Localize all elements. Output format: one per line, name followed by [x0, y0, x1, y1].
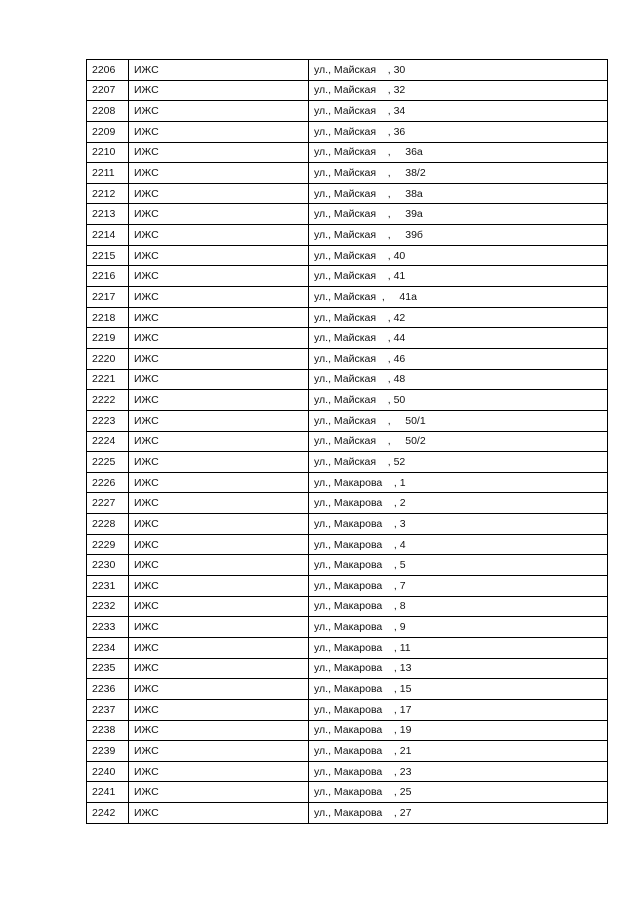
address-cell: ул., Макарова , 21 — [309, 741, 608, 762]
record-number-cell: 2213 — [87, 204, 129, 225]
table-row — [87, 369, 608, 390]
building-type-cell: ИЖС — [129, 617, 309, 638]
address-cell: ул., Макарова , 7 — [309, 576, 608, 597]
address-cell: ул., Майская , 36а — [309, 142, 608, 163]
record-number-cell: 2237 — [87, 699, 129, 720]
building-type-cell: ИЖС — [129, 390, 309, 411]
building-type-cell: ИЖС — [129, 741, 309, 762]
record-number-cell: 2235 — [87, 658, 129, 679]
address-cell: ул., Майская , 39а — [309, 204, 608, 225]
address-cell: ул., Макарова , 5 — [309, 555, 608, 576]
record-number-cell: 2241 — [87, 782, 129, 803]
table-row — [87, 121, 608, 142]
record-number-cell: 2212 — [87, 183, 129, 204]
building-type-cell: ИЖС — [129, 493, 309, 514]
record-number-cell: 2227 — [87, 493, 129, 514]
address-cell: ул., Майская , 30 — [309, 60, 608, 81]
record-number-cell: 2229 — [87, 534, 129, 555]
address-cell: ул., Майская , 46 — [309, 348, 608, 369]
address-cell: ул., Макарова , 17 — [309, 699, 608, 720]
building-type-cell: ИЖС — [129, 307, 309, 328]
building-type-cell: ИЖС — [129, 204, 309, 225]
table-row — [87, 658, 608, 679]
address-cell: ул., Майская , 50 — [309, 390, 608, 411]
record-number-cell: 2224 — [87, 431, 129, 452]
record-number-cell: 2238 — [87, 720, 129, 741]
record-number-cell: 2222 — [87, 390, 129, 411]
building-type-cell: ИЖС — [129, 555, 309, 576]
table-row — [87, 245, 608, 266]
address-cell: ул., Майская , 44 — [309, 328, 608, 349]
table-row — [87, 348, 608, 369]
record-number-cell: 2226 — [87, 472, 129, 493]
building-type-cell: ИЖС — [129, 142, 309, 163]
building-type-cell: ИЖС — [129, 369, 309, 390]
table-row — [87, 720, 608, 741]
table-row — [87, 617, 608, 638]
building-type-cell: ИЖС — [129, 266, 309, 287]
address-cell: ул., Майская , 34 — [309, 101, 608, 122]
record-number-cell: 2228 — [87, 514, 129, 535]
table-row — [87, 493, 608, 514]
record-number-cell: 2234 — [87, 637, 129, 658]
table-row — [87, 431, 608, 452]
record-number-cell: 2223 — [87, 410, 129, 431]
address-cell: ул., Макарова , 23 — [309, 761, 608, 782]
address-cell: ул., Майская , 41 — [309, 266, 608, 287]
address-cell: ул., Майская , 42 — [309, 307, 608, 328]
address-cell: ул., Майская , 39б — [309, 225, 608, 246]
table-row — [87, 80, 608, 101]
table-row — [87, 699, 608, 720]
record-number-cell: 2225 — [87, 452, 129, 473]
record-number-cell: 2233 — [87, 617, 129, 638]
address-cell: ул., Майская , 32 — [309, 80, 608, 101]
building-type-cell: ИЖС — [129, 101, 309, 122]
record-number-cell: 2208 — [87, 101, 129, 122]
table-row — [87, 596, 608, 617]
building-type-cell: ИЖС — [129, 452, 309, 473]
record-number-cell: 2207 — [87, 80, 129, 101]
table-row — [87, 761, 608, 782]
table-row — [87, 514, 608, 535]
record-number-cell: 2219 — [87, 328, 129, 349]
building-type-cell: ИЖС — [129, 328, 309, 349]
building-type-cell: ИЖС — [129, 679, 309, 700]
record-number-cell: 2218 — [87, 307, 129, 328]
address-cell: ул., Майская , 52 — [309, 452, 608, 473]
building-type-cell: ИЖС — [129, 534, 309, 555]
building-type-cell: ИЖС — [129, 287, 309, 308]
record-number-cell: 2231 — [87, 576, 129, 597]
building-type-cell: ИЖС — [129, 720, 309, 741]
table-row — [87, 204, 608, 225]
address-cell: ул., Макарова , 8 — [309, 596, 608, 617]
table-row — [87, 266, 608, 287]
address-cell: ул., Майская , 40 — [309, 245, 608, 266]
table-row — [87, 307, 608, 328]
record-number-cell: 2239 — [87, 741, 129, 762]
address-cell: ул., Макарова , 9 — [309, 617, 608, 638]
address-cell: ул., Майская , 38/2 — [309, 163, 608, 184]
address-cell: ул., Макарова , 4 — [309, 534, 608, 555]
address-registry-body — [87, 60, 608, 824]
table-row — [87, 472, 608, 493]
record-number-cell: 2209 — [87, 121, 129, 142]
address-cell: ул., Макарова , 2 — [309, 493, 608, 514]
table-row — [87, 534, 608, 555]
record-number-cell: 2217 — [87, 287, 129, 308]
building-type-cell: ИЖС — [129, 348, 309, 369]
building-type-cell: ИЖС — [129, 637, 309, 658]
record-number-cell: 2206 — [87, 60, 129, 81]
address-cell: ул., Макарова , 13 — [309, 658, 608, 679]
address-cell: ул., Майская , 41а — [309, 287, 608, 308]
address-cell: ул., Майская , 48 — [309, 369, 608, 390]
building-type-cell: ИЖС — [129, 576, 309, 597]
building-type-cell: ИЖС — [129, 245, 309, 266]
address-cell: ул., Майская , 36 — [309, 121, 608, 142]
address-cell: ул., Майская , 38а — [309, 183, 608, 204]
table-row — [87, 679, 608, 700]
building-type-cell: ИЖС — [129, 472, 309, 493]
building-type-cell: ИЖС — [129, 803, 309, 824]
table-row — [87, 101, 608, 122]
building-type-cell: ИЖС — [129, 121, 309, 142]
table-row — [87, 225, 608, 246]
table-row — [87, 390, 608, 411]
building-type-cell: ИЖС — [129, 782, 309, 803]
building-type-cell: ИЖС — [129, 225, 309, 246]
table-row — [87, 741, 608, 762]
record-number-cell: 2216 — [87, 266, 129, 287]
record-number-cell: 2232 — [87, 596, 129, 617]
record-number-cell: 2210 — [87, 142, 129, 163]
address-cell: ул., Макарова , 25 — [309, 782, 608, 803]
table-row — [87, 782, 608, 803]
record-number-cell: 2215 — [87, 245, 129, 266]
address-cell: ул., Макарова , 15 — [309, 679, 608, 700]
address-cell: ул., Макарова , 11 — [309, 637, 608, 658]
address-cell: ул., Майская , 50/2 — [309, 431, 608, 452]
table-row — [87, 287, 608, 308]
building-type-cell: ИЖС — [129, 80, 309, 101]
table-row — [87, 637, 608, 658]
table-row — [87, 163, 608, 184]
table-row — [87, 410, 608, 431]
building-type-cell: ИЖС — [129, 60, 309, 81]
address-cell: ул., Макарова , 27 — [309, 803, 608, 824]
record-number-cell: 2220 — [87, 348, 129, 369]
address-cell: ул., Макарова , 1 — [309, 472, 608, 493]
record-number-cell: 2230 — [87, 555, 129, 576]
building-type-cell: ИЖС — [129, 699, 309, 720]
building-type-cell: ИЖС — [129, 761, 309, 782]
address-registry-table — [86, 59, 608, 824]
record-number-cell: 2240 — [87, 761, 129, 782]
building-type-cell: ИЖС — [129, 431, 309, 452]
address-cell: ул., Макарова , 3 — [309, 514, 608, 535]
building-type-cell: ИЖС — [129, 410, 309, 431]
building-type-cell: ИЖС — [129, 658, 309, 679]
table-row — [87, 803, 608, 824]
table-row — [87, 183, 608, 204]
record-number-cell: 2242 — [87, 803, 129, 824]
address-cell: ул., Макарова , 19 — [309, 720, 608, 741]
building-type-cell: ИЖС — [129, 514, 309, 535]
record-number-cell: 2214 — [87, 225, 129, 246]
record-number-cell: 2236 — [87, 679, 129, 700]
table-row — [87, 328, 608, 349]
building-type-cell: ИЖС — [129, 183, 309, 204]
building-type-cell: ИЖС — [129, 163, 309, 184]
table-row — [87, 142, 608, 163]
address-cell: ул., Майская , 50/1 — [309, 410, 608, 431]
table-row — [87, 555, 608, 576]
building-type-cell: ИЖС — [129, 596, 309, 617]
record-number-cell: 2211 — [87, 163, 129, 184]
table-row — [87, 452, 608, 473]
table-row — [87, 576, 608, 597]
record-number-cell: 2221 — [87, 369, 129, 390]
table-row — [87, 60, 608, 81]
